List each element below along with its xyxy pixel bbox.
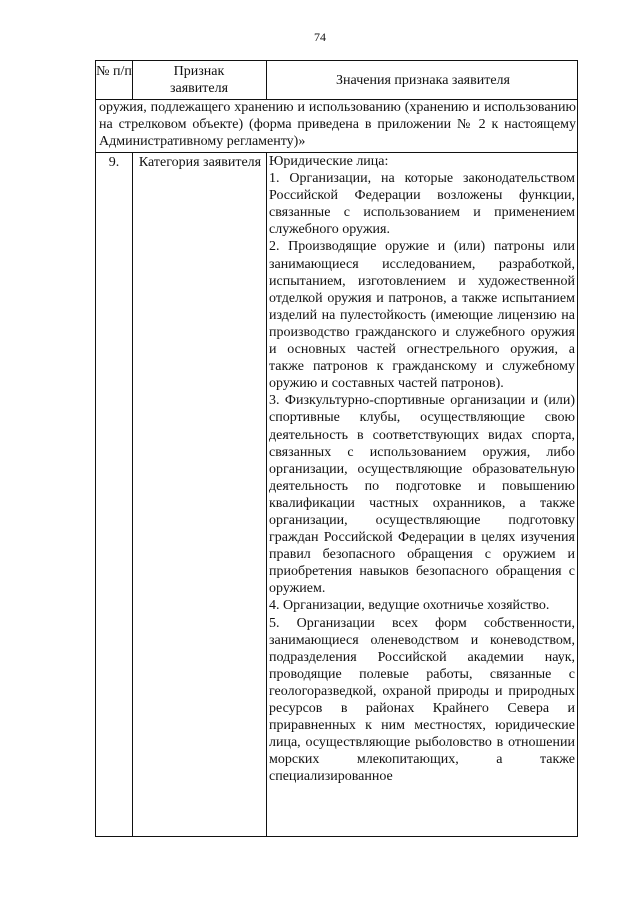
value-item-5: 5. Организации всех форм собственности, занимающиеся оленеводством и коневодством, подразделения Российской академии наук, проводящие полевые работы, связанные с геологоразведкой, охраной природы и природных ресурсов в районах Крайнего Севера и приравненных к ним местностях, юридические лица, осуществляющие рыболовство в отношении морских млекопитающих, а также специализированное bbox=[269, 615, 575, 785]
value-item-2: 2. Производящие оружие и (или) патроны или занимающиеся исследованием, разработкой, испытанием, изготовлением и художественной отделкой оружия и патронов, а также испытанием изделий на пулестойкость (имеющие лицензию на производство гражданского и служебного оружия и основных частей огнестрельного оружия, а также патронов к гражданскому и служебному оружию и составных частей патронов). bbox=[269, 239, 575, 392]
value-item-3: 3. Физкультурно-спортивные организации и (или) спортивные клубы, осуществляющие свою деятельность в соответствующих видах спорта, связанных с использованием оружия, либо организации, осуществляющие образовательную деятельность по подготовке и повышению квалификации частных охранников, а также организации, осуществляющие подготовку граждан Российской Федерации в целях изучения правил безопасного обращения с оружием и приобретения навыков безопасного обращения с оружием. bbox=[269, 393, 575, 597]
col-divider-1-header bbox=[132, 61, 133, 99]
header-values: Значения признака заявителя bbox=[336, 73, 510, 88]
page-number: 74 bbox=[314, 30, 326, 44]
value-item-1: 1. Организации, на которые законодательством Российской Федерации возложены функции, связанные с использованием и применением служебного оружия. bbox=[269, 171, 575, 238]
row-number: 9. bbox=[108, 155, 120, 170]
col-divider-2 bbox=[266, 152, 267, 836]
header-attribute: Признак заявителя bbox=[169, 64, 229, 96]
continuation-text: оружия, подлежащего хранению и использованию (хранению и использованию на стрелковом объекте) (форма приведена в приложении № 2 к настоящему Административному регламенту)» bbox=[99, 100, 576, 149]
applicant-attributes-table bbox=[95, 60, 578, 837]
row-attribute: Категория заявителя bbox=[138, 155, 262, 170]
header-num: № п/п bbox=[96, 64, 132, 79]
value-item-4: 4. Организации, ведущие охотничье хозяйство. bbox=[269, 598, 550, 614]
col-divider-1 bbox=[132, 152, 133, 836]
row-values bbox=[269, 153, 575, 785]
value-heading: Юридические лица: bbox=[269, 154, 389, 169]
